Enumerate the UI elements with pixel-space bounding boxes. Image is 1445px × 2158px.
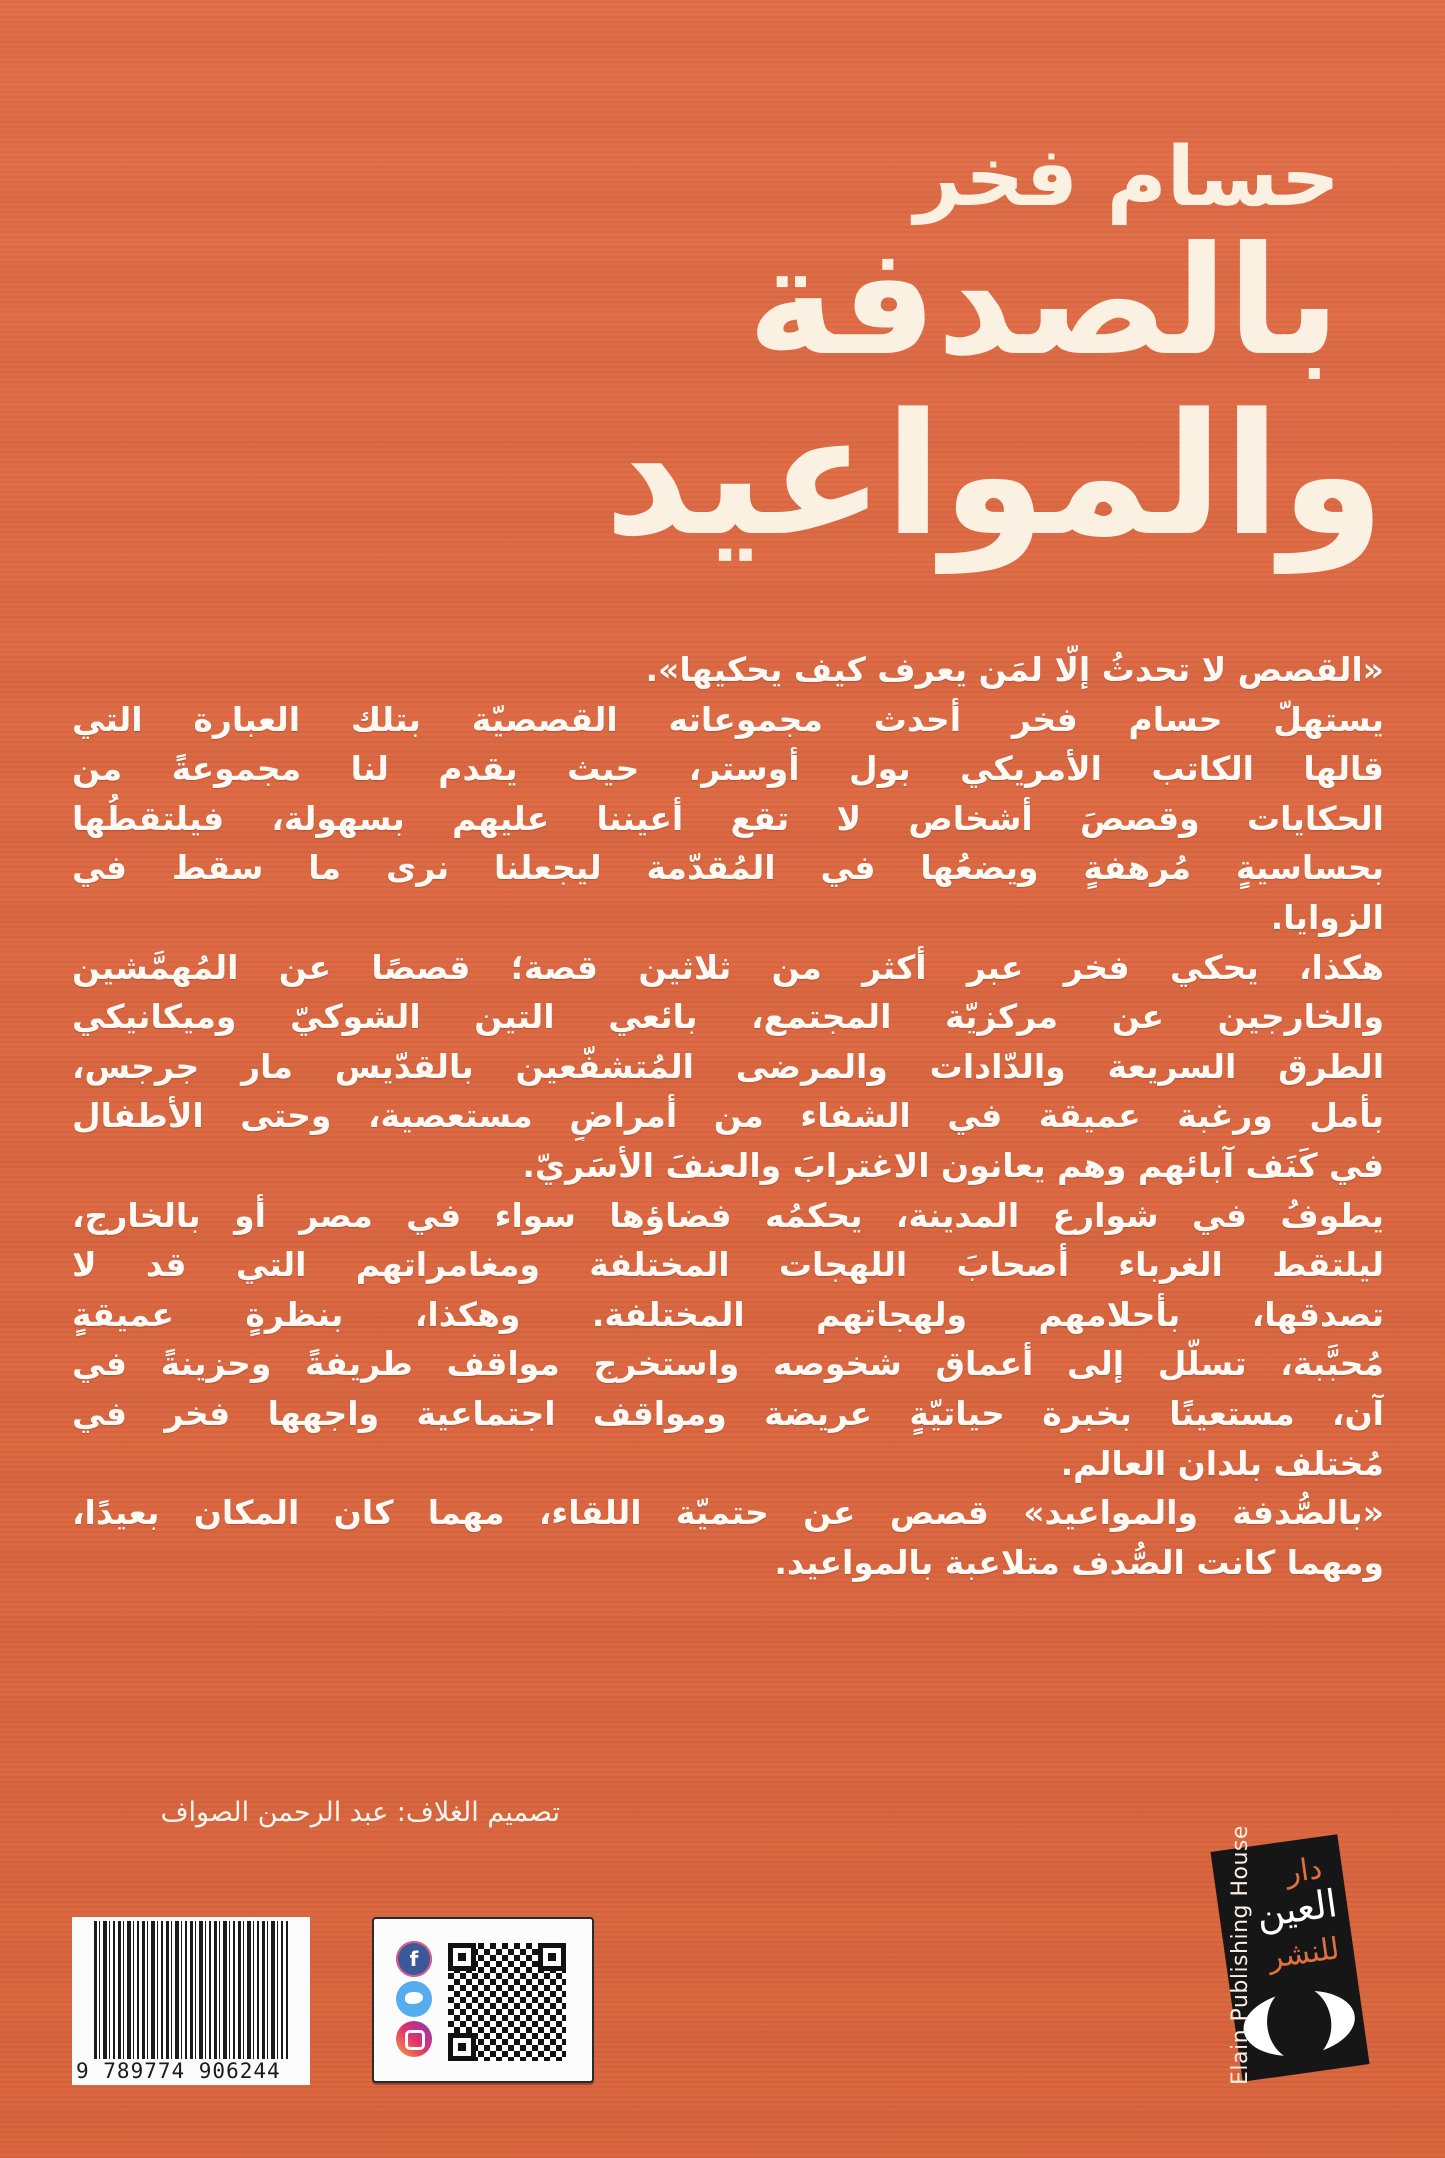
- barcode-bars: [94, 1921, 288, 2061]
- blurb-line: قالها الكاتب الأمريكي بول أوستر، حيث يقدم لنا مجموعةً من: [72, 749, 1384, 789]
- logo-word-lilnashr: للنشر: [1265, 1931, 1342, 1976]
- back-cover-blurb: [72, 645, 1384, 1587]
- isbn-number: 9 789774 906244: [76, 2059, 306, 2083]
- logo-word-dar: دار: [1283, 1850, 1325, 1891]
- blurb-line: يستهلّ حسام فخر أحدث مجموعاته القصصيّة بتلك العبارة التي: [72, 699, 1384, 739]
- twitter-icon: [396, 1981, 432, 2017]
- blurb-line: في كَنَف آبائهم وهم يعانون الاغترابَ والعنفَ الأسَريّ.: [522, 1145, 1384, 1185]
- book-title-line-1: بالصدفة: [747, 215, 1340, 389]
- blurb-line: مُحبَّبة، تسلّل إلى أعماق شخوصه واستخرج مواقف طريفةً وحزينةً في: [72, 1344, 1384, 1384]
- blurb-line: بأمل ورغبة عميقة في الشفاء من أمراضٍ مستعصية، وحتى الأطفال: [72, 1096, 1384, 1136]
- blurb-line: والخارجين عن مركزيّة المجتمع، بائعي التين الشوكيّ وميكانيكي: [72, 997, 1384, 1037]
- blurb-line: الطرق السريعة والدّادات والمرضى المُتشفّعين بالقدّيس مار جرجس،: [72, 1046, 1384, 1086]
- qr-finder-pattern: [538, 1943, 566, 1971]
- blurb-line: الزوايا.: [1270, 897, 1384, 937]
- blurb-line: «القصص لا تحدثُ إلّا لمَن يعرف كيف يحكيها».: [645, 650, 1384, 689]
- qr-finder-pattern: [448, 1943, 476, 1971]
- qr-finder-pattern: [448, 2033, 476, 2061]
- social-qr-card: [372, 1917, 594, 2083]
- blurb-line: تصدقها، بأحلامهم ولهجاتهم المختلفة. وهكذا، بنظرةٍ عميقةٍ: [72, 1294, 1384, 1334]
- blurb-line: الحكايات وقصصَ أشخاص لا تقع أعيننا عليهم بسهولة، فيلتقطُها: [72, 798, 1384, 838]
- qr-code: [448, 1943, 566, 2061]
- blurb-line: هكذا، يحكي فخر عبر أكثر من ثلاثين قصة؛ قصصًا عن المُهمَّشين: [72, 947, 1384, 987]
- blurb-line: يطوفُ في شوارع المدينة، يحكمُه فضاؤها سواء في مصر أو بالخارج،: [72, 1195, 1384, 1235]
- blurb-line: ليلتقط الغرباء أصحابَ اللهجات المختلفة ومغامراتهم التي قد لا: [72, 1245, 1384, 1285]
- blurb-line: بحساسيةٍ مُرهفةٍ ويضعُها في المُقدّمة ليجعلنا نرى ما سقط في: [72, 848, 1384, 888]
- facebook-icon: f: [396, 1941, 432, 1977]
- author-name: حسام فخر: [914, 130, 1340, 225]
- blurb-line: ومهما كانت الصُّدف متلاعبة بالمواعيد.: [774, 1542, 1384, 1582]
- instagram-icon: [396, 2021, 432, 2057]
- eye-icon: [1239, 1984, 1359, 2063]
- logo-word-alain: العين: [1253, 1881, 1340, 1936]
- blurb-line: آن، مستعينًا بخبرة حياتيّةٍ عريضة ومواقف اجتماعية واجهها فخر في: [72, 1393, 1384, 1433]
- blurb-line: «بالصُّدفة والمواعيد» قصص عن حتميّة اللقاء، مهما كان المكان بعيدًا،: [72, 1493, 1384, 1533]
- publisher-caption: Elain Publishing House: [1228, 1825, 1253, 2085]
- isbn-barcode: [72, 1917, 310, 2085]
- cover-designer-credit: تصميم الغلاف: عبد الرحمن الصواف: [160, 1797, 560, 1828]
- blurb-line: مُختلف بلدان العالم.: [1060, 1443, 1384, 1483]
- book-title-line-2: والمواعيد: [603, 377, 1385, 573]
